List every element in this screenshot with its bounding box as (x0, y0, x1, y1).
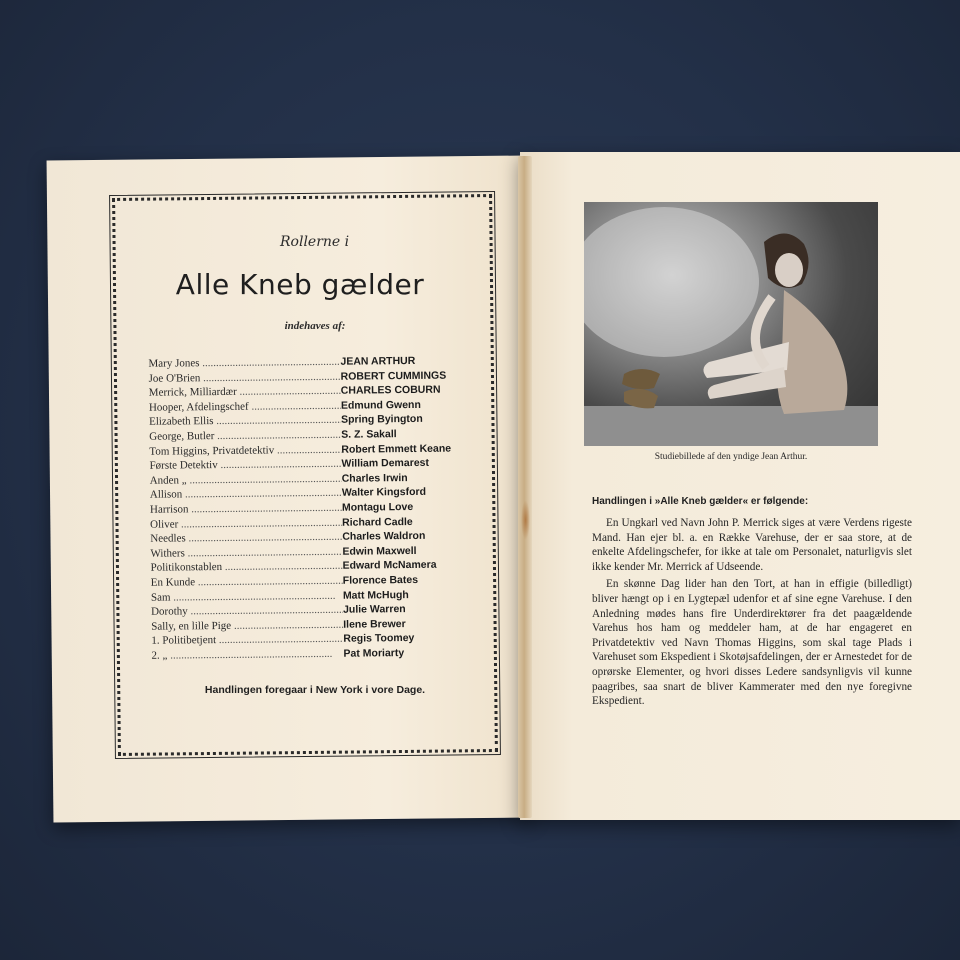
cast-actor: CHARLES COBURN (340, 383, 441, 397)
cast-actor: Edwin Maxwell (342, 544, 417, 558)
cast-role: Sally, en lille Pige ..... (151, 618, 343, 632)
cast-actor: Julie Warren (342, 603, 406, 616)
cast-role: Needles ..... (150, 531, 342, 545)
photo-caption: Studiebillede af den yndige Jean Arthur. (654, 452, 808, 462)
cast-actor: Richard Cadle (342, 515, 413, 529)
paper-stain (521, 500, 530, 540)
cast-role: Merrick, Milliardær ..... (149, 385, 341, 399)
cast-actor: S. Z. Sakall (341, 428, 397, 441)
cast-role: En Kunde ..... (151, 575, 343, 589)
cast-actor: Pat Moriarty (343, 646, 405, 660)
cast-actor: Charles Waldron (342, 529, 426, 543)
cast-actor: Ilene Brewer (343, 617, 406, 631)
cast-role: Joe O'Brien ..... (149, 370, 341, 384)
cast-actor: Florence Bates (342, 573, 419, 587)
setting-note: Handlingen foregaar i New York i vore Dage. (204, 684, 426, 696)
plot-text (592, 516, 912, 712)
cast-role: Tom Higgins, Privatdetektiv ..... (149, 443, 341, 457)
cast-actor: Regis Toomey (343, 632, 415, 645)
cast-actor: JEAN ARTHUR (340, 354, 416, 368)
plot-heading: Handlingen i »Alle Kneb gælder« er følgende: (592, 496, 809, 507)
cast-list (148, 354, 481, 664)
booklet-spine (518, 156, 532, 818)
jean-arthur-photo (584, 202, 878, 446)
plot-paragraph-2: En skønne Dag lider han den Tort, at han in effigie (billedligt) bliver hængt op i en Lygtepæl udenfor et af sine egne Varehuse. I den Anledning mødes hans fire Underdirektører fra det paagældende Varehus hos ham og meddeler ham, at de har engageret en Privatdetektiv ved Navn Thomas Higgins, som skal tage Plads i Varehuset som Ekspedient i Skotøjsafdelingen, der er Arnestedet for de oprørske Elementer, og hvori disses Ledere sandsynligvis vil kunne paagribes, saa snart de bliver Kammerater med den nye foregivne Ekspedient. (592, 578, 912, 708)
cast-role: Første Detektiv ..... (149, 458, 341, 472)
cast-role: Anden „ ..... (150, 472, 342, 486)
cast-role: Sam ..... (151, 589, 343, 603)
cast-role: 1. Politibetjent ..... (151, 633, 343, 647)
cast-actor: Walter Kingsford (341, 486, 427, 500)
cast-subtitle: indehaves af: (284, 320, 346, 332)
cast-role: 2. „ ..... (151, 648, 343, 662)
cast-role: Allison ..... (150, 487, 342, 501)
cast-role: Elizabeth Ellis ..... (149, 414, 341, 428)
cast-actor: ROBERT CUMMINGS (340, 369, 447, 383)
cast-role: Withers ..... (150, 545, 342, 559)
cast-role: Hooper, Afdelingschef ..... (149, 400, 341, 414)
cast-actor: Edward McNamera (342, 559, 437, 573)
cast-role: Oliver ..... (150, 516, 342, 530)
cast-role: George, Butler ..... (149, 429, 341, 443)
cast-actor: Matt McHugh (342, 588, 409, 602)
cast-actor: Robert Emmett Keane (341, 442, 452, 456)
cast-actor: Montagu Love (341, 500, 414, 514)
cast-role: Dorothy ..... (151, 604, 343, 618)
photo-illustration (584, 202, 878, 446)
cast-actor: Spring Byington (341, 413, 423, 427)
roles-heading: Rollerne i (280, 234, 350, 250)
cast-role: Mary Jones ..... (148, 356, 340, 370)
cast-role: Politikonstablen ..... (151, 560, 343, 574)
cast-role: Harrison ..... (150, 502, 342, 516)
plot-paragraph-1: En Ungkarl ved Navn John P. Merrick siges at være Verdens rigeste Mand. Han ejer bl. a. en Række Varehuse, der er saa store, at de enkelte Afdelingschefer, for ikke at tale om Personalet, naturligvis slet ikke kender Mr. Merrick af Udseende. (592, 517, 912, 573)
cast-actor: William Demarest (341, 456, 430, 470)
cast-actor: Charles Irwin (341, 471, 408, 485)
film-title: Alle Kneb gælder (175, 268, 425, 301)
cast-actor: Edmund Gwenn (340, 398, 421, 412)
